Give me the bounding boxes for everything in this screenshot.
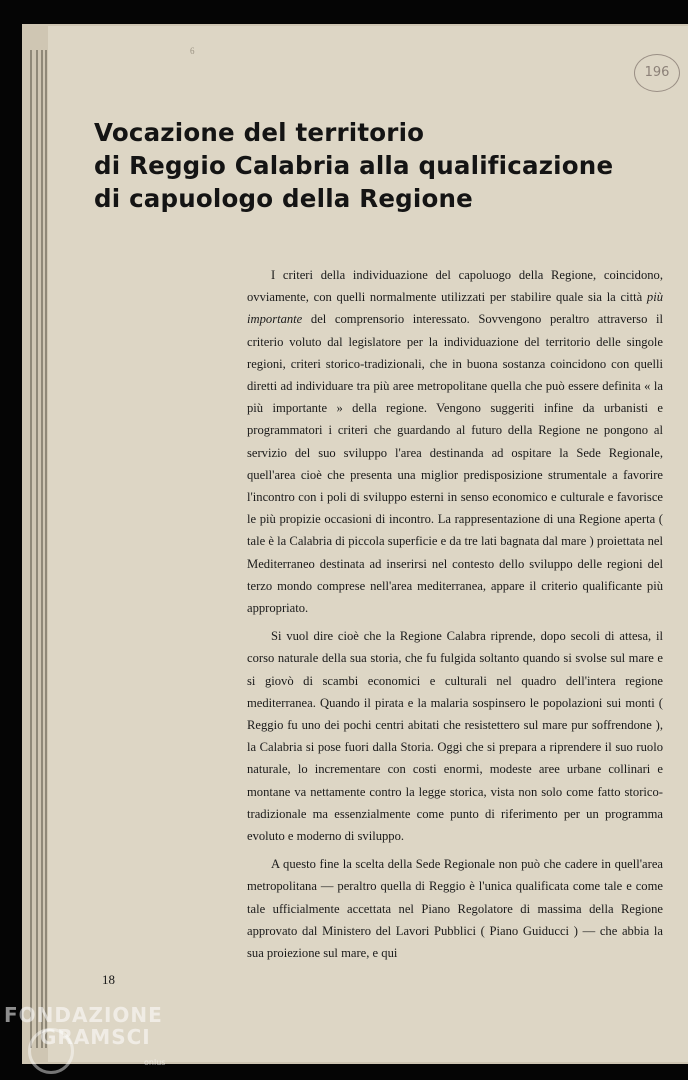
title-line: di Reggio Calabria alla qualificazione bbox=[94, 151, 614, 180]
title-line: di capuologo della Regione bbox=[94, 184, 473, 213]
page-edge bbox=[30, 50, 32, 1048]
watermark-line: onlus bbox=[144, 1058, 166, 1067]
page-number: 18 bbox=[102, 972, 115, 987]
title-line: Vocazione del territorio bbox=[94, 118, 425, 147]
archive-stamp: 196 bbox=[634, 54, 680, 92]
watermark-line: FONDAZIONE bbox=[4, 1003, 163, 1027]
page-edge bbox=[41, 50, 43, 1048]
paragraph: Si vuol dire cioè che la Regione Calabra riprende, dopo secoli di attesa, il corso naturale della sua storia, che fu fulgida soltanto quando si svolse sul mare e si giovò di scambi economici e culturali nel quadro dell'intera regione mediterranea. Quando il pirata e la malaria sospinsero le popolazioni sui monti ( Reggio fu uno dei pochi centri abitati che resistettero sul mare pur soffrendone ), la Calabria si pose fuori dalla Storia. Oggi che si prepara a riprendere il suo ruolo naturale, lo incrementare con costi enormi, modeste aree urbane collinari e montane va nettamente contro la legge storica, vista non solo come fatto storico-tradizionale ma essenzialmente come punto di riferimento per un programma evoluto e moderno di sviluppo. bbox=[247, 629, 663, 844]
watermark-line: GRAMSCI bbox=[40, 1025, 151, 1049]
paragraph-text: I criteri della individuazione del capoluogo della Regione, coincidono, ovviamente, con quelli normalmente utilizzati per stabilire quale sia la città bbox=[247, 268, 663, 305]
italic-text: più importante bbox=[247, 290, 663, 327]
pencil-mark: 6 bbox=[190, 46, 195, 56]
paragraph bbox=[247, 264, 663, 619]
page-edge bbox=[45, 50, 47, 1048]
watermark bbox=[4, 1003, 166, 1067]
article-body bbox=[247, 264, 663, 970]
paragraph-text: del comprensorio interessato. Sovvengono peraltro attraverso il criterio voluto dal legislatore per la individuazione del territorio delle singole regioni, criteri storico-tradizionali, che in buona sostanza coincidono con quelli diretti ad individuare tra più aree metropolitane quella che può essere definita « la più importante » della regione. Vengono suggeriti infine da urbanisti e programmatori i criteri che guardando al futuro della Regione ne pongono al servizio del suo sviluppo l'area destinanda ad ospitare la Sede Regionale, quell'area cioè che presenta una miglior predisposizione strumentale a favorire l'incontro con i poli di sviluppo esterni in senso economico e culturale e favorisce le più propizie occasioni di incontro. La rappresentazione di una Regione aperta ( tale è la Calabria di piccola superficie e da tre lati bagnata dal mare ) proiettata nel Mediterraneo destinata ad inserirsi nel contesto dello sviluppo delle regioni del terzo mondo comprese nell'area mediterranea, appare il criterio qualificante più appropriato. bbox=[247, 312, 663, 616]
article-title bbox=[94, 116, 688, 215]
document-page bbox=[48, 26, 688, 1062]
page-edge bbox=[36, 50, 38, 1048]
paragraph: A questo fine la scelta della Sede Regionale non può che cadere in quell'area metropolitana — peraltro quella di Reggio è l'unica qualificata come tale e come tale ufficialmente accettata nel Piano Regolatore di massima della Regione approvato dal Ministero del Lavori Pubblici ( Piano Guiducci ) — che abbia la sua proiezione sul mare, e qui bbox=[247, 857, 663, 961]
